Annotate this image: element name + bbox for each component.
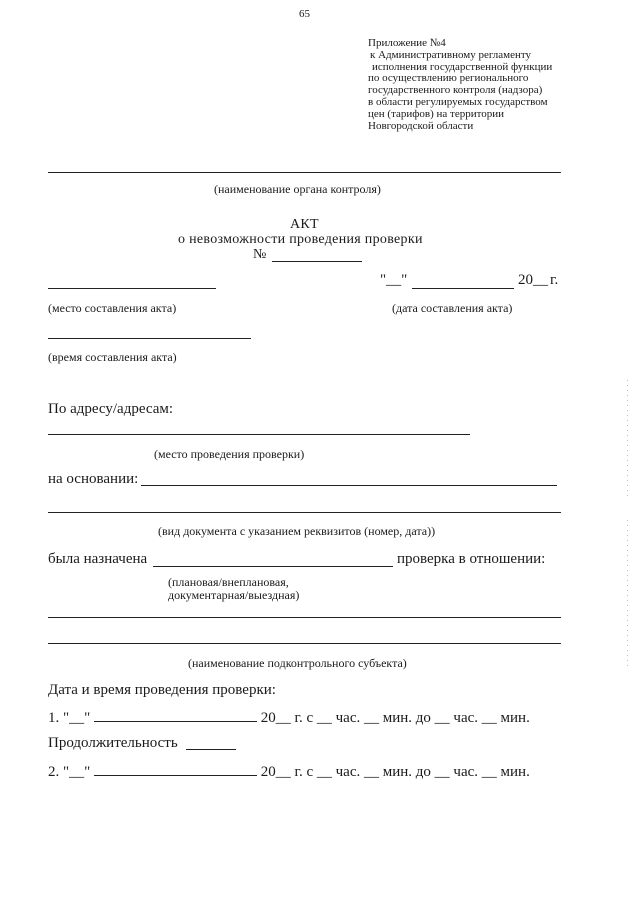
subject-line-1 [48,617,561,618]
act-subtitle: о невозможности проведения проверки [178,232,423,247]
time-line [48,338,251,339]
place-caption: (место составления акта) [48,301,177,315]
appendix-line: Новгородской области [368,119,474,132]
subject-line-2 [48,643,561,644]
date-quote-blank: "__" [380,272,408,288]
date-year-prefix: 20__ [518,272,548,288]
time-caption: (время составления акта) [48,350,177,364]
row-index: 1. [48,710,60,726]
address-caption: (место проведения проверки) [154,447,305,461]
datetime-label: Дата и время проведения проверки: [48,682,276,698]
place-line [48,288,216,289]
datetime-row-1 [48,708,530,727]
row-index: 2. [48,764,60,780]
appendix-line: цен (тарифов) на территории [368,107,505,120]
act-title: АКТ [290,217,319,232]
datetime-row-2 [48,762,530,781]
basis-line [141,485,557,486]
scan-edge-mark [627,380,628,500]
row-quote-blank: "__" [63,764,91,780]
org-name-line [48,172,561,173]
basis-label: на основании: [48,471,139,487]
row-quote-blank: "__" [63,710,91,726]
date-month-line [412,288,514,289]
row-month-line [94,708,257,722]
assigned-caption-1: (плановая/внеплановая, [168,575,289,589]
act-number-line [272,261,362,262]
duration-line [186,749,236,750]
appendix-block [368,38,578,132]
org-caption: (наименование органа контроля) [214,182,381,196]
appendix-line: исполнения государственной функции [372,60,553,73]
assigned-suffix: проверка в отношении: [397,551,546,567]
subject-caption: (наименование подконтрольного субъекта) [188,656,407,670]
assigned-label: была назначена [48,551,148,567]
appendix-line: в области регулируемых государством [368,95,548,108]
duration-label: Продолжительность [48,735,178,751]
scan-edge-mark [627,520,628,670]
row-time-text: 20__ г. с __ час. __ мин. до __ час. __ мин. [260,764,530,780]
page-number: 65 [299,8,310,20]
basis-line-2 [48,512,561,513]
act-number-sign: № [253,247,267,262]
assigned-caption-2: документарная/выездная) [168,588,300,602]
assigned-type-line [153,566,393,567]
appendix-line: по осуществлению регионального [368,72,529,85]
row-time-text: 20__ г. с __ час. __ мин. до __ час. __ мин. [260,710,530,726]
date-year-suffix: г. [550,272,559,288]
appendix-line: государственного контроля (надзора) [368,84,543,97]
appendix-line: Приложение №4 [368,37,446,49]
appendix-line: к Административному регламенту [370,48,532,61]
basis-caption: (вид документа с указанием реквизитов (номер, дата)) [158,524,436,538]
address-line [48,434,470,435]
address-label: По адресу/адресам: [48,401,174,417]
date-caption: (дата составления акта) [392,301,513,315]
row-month-line [94,762,257,776]
